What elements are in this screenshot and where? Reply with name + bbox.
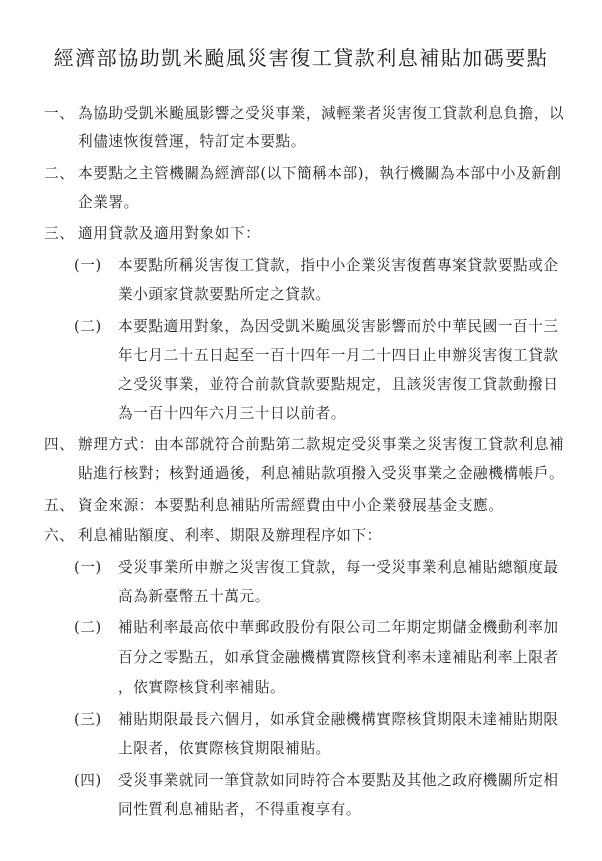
section-line: 為協助受凱米颱風影響之受災事業，減輕業者災害復工貸款利息負擔，以 xyxy=(78,105,565,122)
item-line: 業小頭家貸款要點所定之貸款。 xyxy=(118,286,331,303)
item-number: (二) xyxy=(74,318,102,335)
section-number: 三、 xyxy=(44,225,75,242)
item-line: 補貼期限最長六個月，如承貸金融機構實際核貸期限未達補貼期限 xyxy=(118,711,559,728)
section-line: 資金來源：本要點利息補貼所需經費由中小企業發展基金支應。 xyxy=(78,497,504,514)
item-line: 本要點所稱災害復工貸款，指中小企業災害復舊專案貸款要點或企 xyxy=(118,257,559,274)
item-line: ，依實際核貸利率補貼。 xyxy=(118,679,286,696)
section-line: 企業署。 xyxy=(78,194,139,211)
document-title: 經濟部協助凱米颱風災害復工貸款利息補貼加碼要點 xyxy=(53,46,549,70)
item-line: 為一百十四年六月三十日以前者。 xyxy=(118,405,346,422)
item-line: 上限者，依實際核貸期限補貼。 xyxy=(118,740,331,757)
section-line: 利儘速恢復營運，特訂定本要點。 xyxy=(78,133,306,150)
item-line: 同性質利息補貼者，不得重複享有。 xyxy=(118,801,362,818)
section-number: 二、 xyxy=(44,165,75,182)
item-number: (三) xyxy=(74,711,102,728)
section-number: 六、 xyxy=(44,527,75,544)
item-number: (一) xyxy=(74,559,102,576)
item-number: (四) xyxy=(74,772,102,789)
section-number: 一、 xyxy=(44,105,75,122)
section-line: 辦理方式：由本部就符合前點第二款規定受災事業之災害復工貸款利息補 xyxy=(78,436,565,453)
section-line: 貼進行核對；核對通過後，利息補貼款項撥入受災事業之金融機構帳戶。 xyxy=(78,465,565,482)
section-number: 四、 xyxy=(44,436,75,453)
item-line: 補貼利率最高依中華郵政股份有限公司二年期定期儲金機動利率加 xyxy=(118,619,559,636)
section-line: 適用貸款及適用對象如下： xyxy=(78,225,261,242)
section-number: 五、 xyxy=(44,497,75,514)
section-line: 本要點之主管機關為經濟部(以下簡稱本部)，執行機關為本部中小及新創 xyxy=(78,165,562,182)
item-number: (一) xyxy=(74,257,102,274)
item-line: 受災事業就同一筆貸款如同時符合本要點及其他之政府機關所定相 xyxy=(118,772,559,789)
item-line: 受災事業所申辦之災害復工貸款，每一受災事業利息補貼總額度最 xyxy=(118,559,559,576)
item-line: 高為新臺幣五十萬元。 xyxy=(118,588,270,605)
item-line: 年七月二十五日起至一百十四年一月二十四日止申辦災害復工貸款 xyxy=(118,347,559,364)
section-line: 利息補貼額度、利率、期限及辦理程序如下： xyxy=(78,527,382,544)
item-line: 之受災事業，並符合前款貸款要點規定，且該災害復工貸款動撥日 xyxy=(118,376,559,393)
item-line: 百分之零點五，如承貸金融機構實際核貸利率未達補貼利率上限者 xyxy=(118,649,559,666)
item-line: 本要點適用對象，為因受凱米颱風災害影響而於中華民國一百十三 xyxy=(118,318,559,335)
item-number: (二) xyxy=(74,619,102,636)
